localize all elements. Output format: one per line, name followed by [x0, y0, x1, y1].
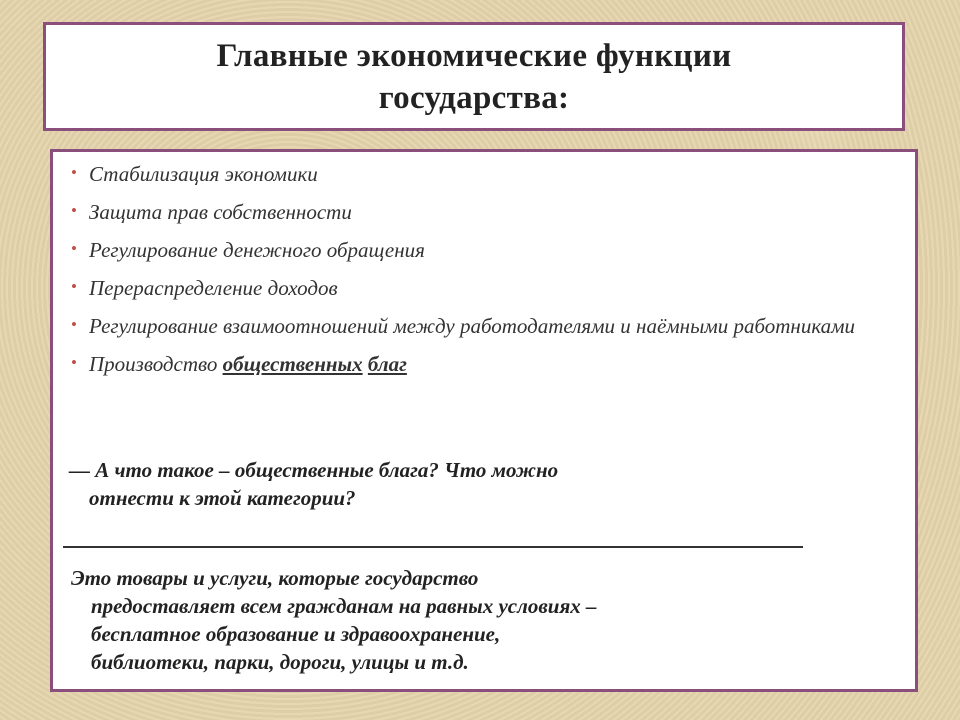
slide-title: Главные экономические функции государства:: [216, 37, 732, 116]
bullet-icon: •: [71, 353, 77, 372]
functions-list: [67, 162, 897, 390]
answer-text: [71, 564, 901, 676]
bullet-icon: •: [71, 315, 77, 334]
bullet-icon: •: [71, 163, 77, 182]
answer-line-1: Это товары и услуги, которые государство: [71, 566, 479, 590]
answer-line-3: бесплатное образование и здравоохранение,: [91, 622, 501, 646]
list-item: [67, 314, 897, 338]
answer-line-2: предоставляет всем гражданам на равных условиях –: [91, 594, 597, 618]
list-item-text: Защита прав собственности: [89, 200, 352, 224]
bullet-icon: •: [71, 239, 77, 258]
underlined-term-public: общественных: [222, 352, 363, 376]
bullet-icon: •: [71, 201, 77, 220]
question-line-2: отнести к этой категории?: [89, 486, 356, 510]
question-text: [69, 456, 869, 512]
list-item: [67, 352, 897, 376]
list-item-text: Регулирование денежного обращения: [89, 238, 425, 262]
divider-line: [63, 546, 803, 548]
bullet-icon: •: [71, 277, 77, 296]
question-line-1: — А что такое – общественные блага? Что можно: [69, 458, 559, 482]
list-item: [67, 200, 897, 224]
underlined-term-goods: благ: [367, 352, 407, 376]
list-item: [67, 162, 897, 186]
content-box: [50, 149, 918, 692]
list-item-prefix: Производство: [89, 352, 223, 376]
list-item-text: Перераспределение доходов: [89, 276, 338, 300]
title-box: [43, 22, 905, 131]
list-item-text: Стабилизация экономики: [89, 162, 318, 186]
list-item-text: Регулирование взаимоотношений между работодателями и наёмными работниками: [89, 314, 856, 338]
answer-line-4: библиотеки, парки, дороги, улицы и т.д.: [91, 650, 469, 674]
list-item: [67, 276, 897, 300]
list-item: [67, 238, 897, 262]
